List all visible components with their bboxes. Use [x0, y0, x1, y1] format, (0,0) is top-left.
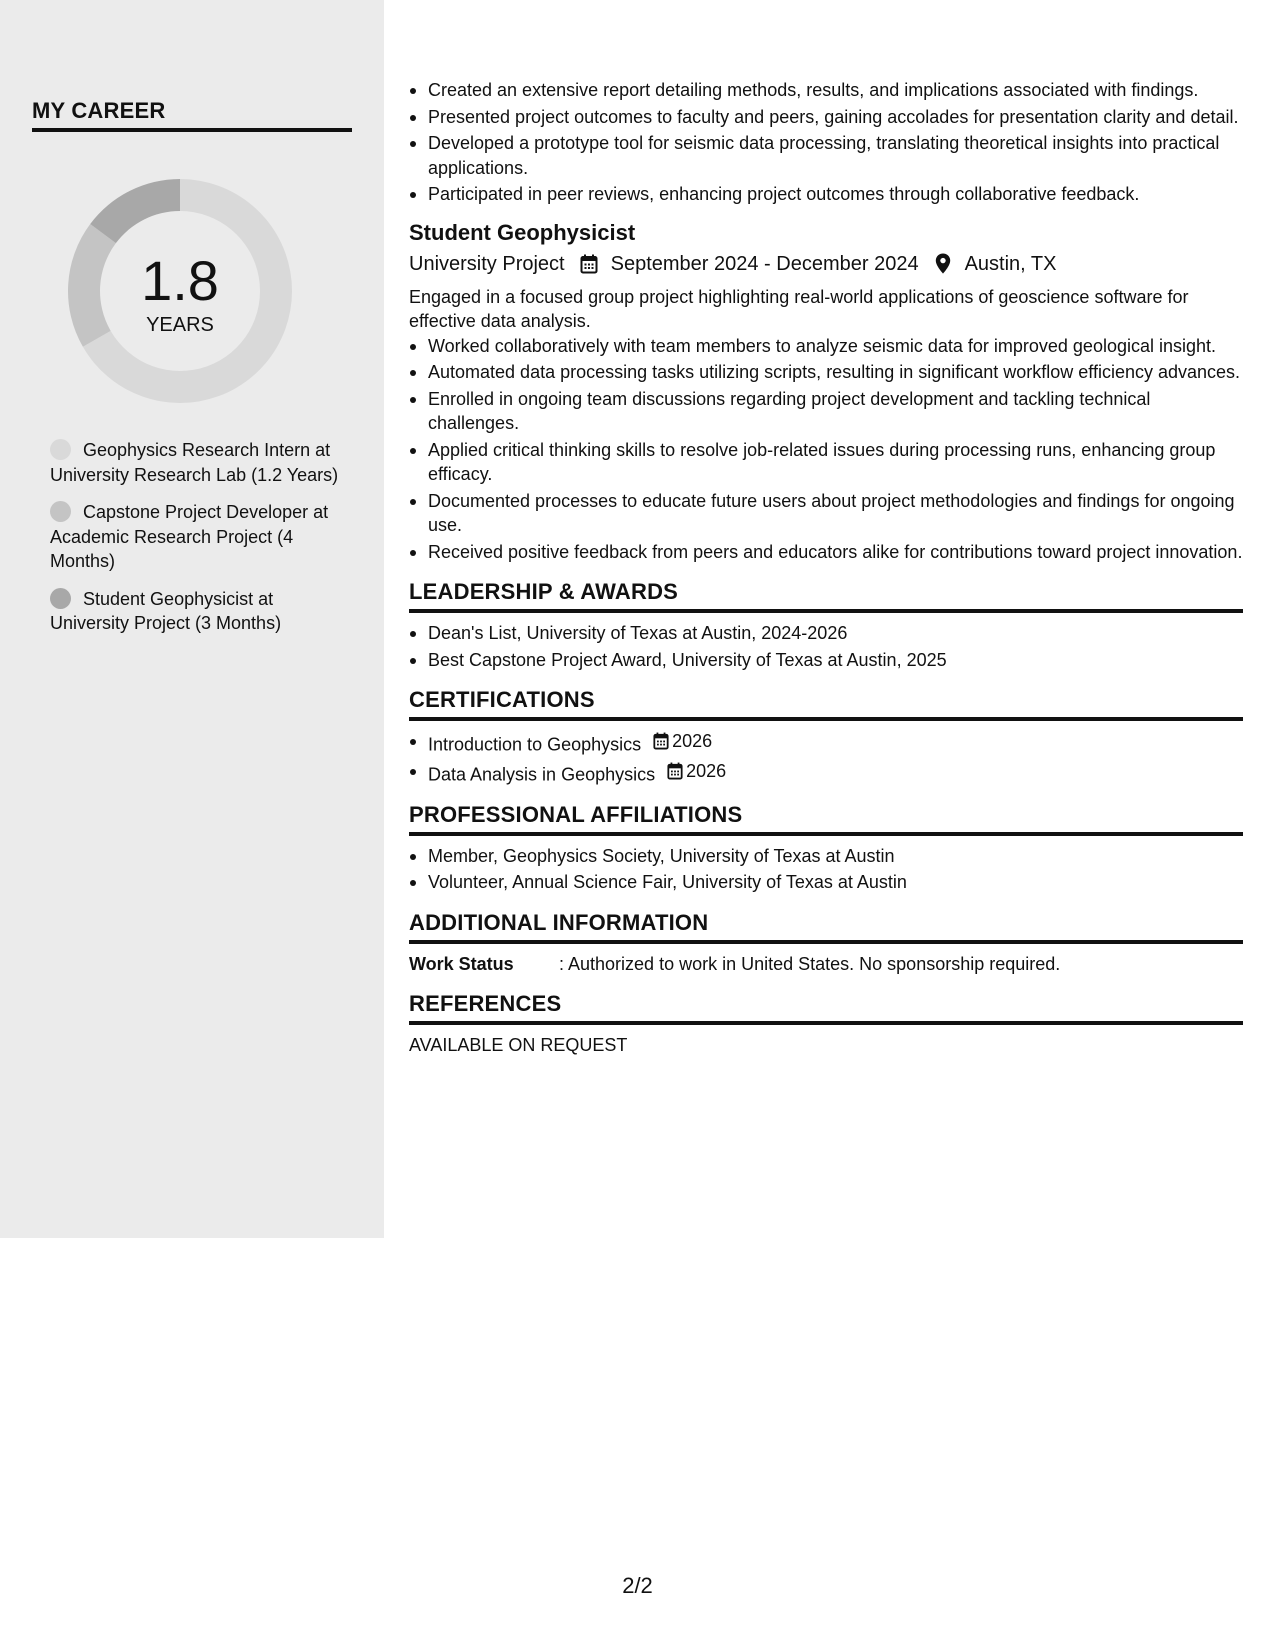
certification-year: 2026 [686, 760, 727, 781]
list-item: Dean's List, University of Texas at Austin, 2024-2026 [409, 621, 1243, 646]
certification-date [667, 759, 726, 784]
list-item: Created an extensive report detailing methods, results, and implications associated with findings. [409, 78, 1243, 103]
certification-year: 2026 [672, 731, 713, 751]
career-legend-text: Geophysics Research Intern at University Research Lab (1.2 Years) [50, 440, 339, 485]
calendar-icon [667, 762, 683, 780]
page-number: 2/2 [622, 1573, 653, 1598]
certifications-section-title: CERTIFICATIONS [409, 686, 1243, 721]
career-legend-item [50, 438, 340, 487]
legend-dot [50, 439, 71, 460]
certification-item [409, 759, 1243, 787]
sidebar [0, 0, 384, 1238]
work-status-label: Work Status [409, 953, 514, 974]
job-organization: University Project [409, 252, 565, 275]
certification-item [409, 729, 1243, 757]
affiliations-list [409, 844, 1243, 895]
list-item: Presented project outcomes to faculty and peers, gaining accolades for presentation clarity and detail. [409, 105, 1243, 130]
additional-info-section-title: ADDITIONAL INFORMATION [409, 909, 1243, 944]
career-legend-item [50, 500, 340, 574]
list-item: Enrolled in ongoing team discussions regarding project development and tackling technical challenges. [409, 387, 1243, 436]
list-item: Received positive feedback from peers and educators alike for contributions toward project innovation. [409, 540, 1243, 565]
main-content [409, 78, 1243, 1057]
list-item: Applied critical thinking skills to resolve job-related issues during processing runs, enhancing group efficacy. [409, 438, 1243, 487]
leadership-list [409, 621, 1243, 672]
job-meta [409, 250, 1243, 278]
calendar-icon [577, 252, 601, 276]
donut-center [64, 175, 296, 407]
affiliations-section-title: PROFESSIONAL AFFILIATIONS [409, 801, 1243, 836]
work-status-row [409, 952, 1243, 976]
career-years-value: 1.8 [141, 249, 219, 312]
list-item: Volunteer, Annual Science Fair, University of Texas at Austin [409, 870, 1243, 895]
previous-job-bullets [409, 78, 1243, 207]
legend-dot [50, 588, 71, 609]
calendar-icon [653, 732, 669, 750]
career-legend-text: Capstone Project Developer at Academic Research Project (4 Months) [50, 502, 329, 571]
career-legend-item [50, 587, 340, 636]
career-years-unit: YEARS [146, 314, 214, 336]
list-item: Worked collaboratively with team members to analyze seismic data for improved geological insight. [409, 334, 1243, 359]
job-summary: Engaged in a focused group project highlighting real-world applications of geoscience software for effective data analysis. [409, 286, 1189, 331]
job-title: Student Geophysicist [409, 219, 636, 245]
list-item: Documented processes to educate future users about project methodologies and findings for ongoing use. [409, 489, 1243, 538]
job-dates: September 2024 - December 2024 [610, 252, 919, 275]
certification-name: Introduction to Geophysics [428, 734, 642, 755]
job-bullets [409, 334, 1243, 565]
list-item: Participated in peer reviews, enhancing project outcomes through collaborative feedback. [409, 182, 1243, 207]
leadership-section-title: LEADERSHIP & AWARDS [409, 578, 1243, 613]
certification-name: Data Analysis in Geophysics [428, 764, 656, 784]
job-location: Austin, TX [964, 252, 1057, 275]
list-item: Automated data processing tasks utilizing scripts, resulting in significant workflow efficiency advances. [409, 360, 1243, 385]
references-section-title: REFERENCES [409, 990, 1243, 1025]
legend-dot [50, 501, 71, 522]
career-legend [50, 438, 340, 649]
work-status-value: : Authorized to work in United States. No sponsorship required. [559, 953, 1061, 974]
career-donut-chart [64, 175, 296, 407]
list-item: Member, Geophysics Society, University of Texas at Austin [409, 844, 1243, 869]
career-section-title: MY CAREER [32, 98, 352, 132]
list-item: Developed a prototype tool for seismic data processing, translating theoretical insights into practical applications. [409, 131, 1243, 180]
references-text: AVAILABLE ON REQUEST [409, 1034, 628, 1055]
certifications-list [409, 729, 1243, 787]
list-item: Best Capstone Project Award, University of Texas at Austin, 2025 [409, 648, 1243, 673]
location-pin-icon [931, 252, 955, 276]
certification-date [653, 729, 712, 754]
career-legend-text: Student Geophysicist at University Project (3 Months) [50, 588, 282, 633]
